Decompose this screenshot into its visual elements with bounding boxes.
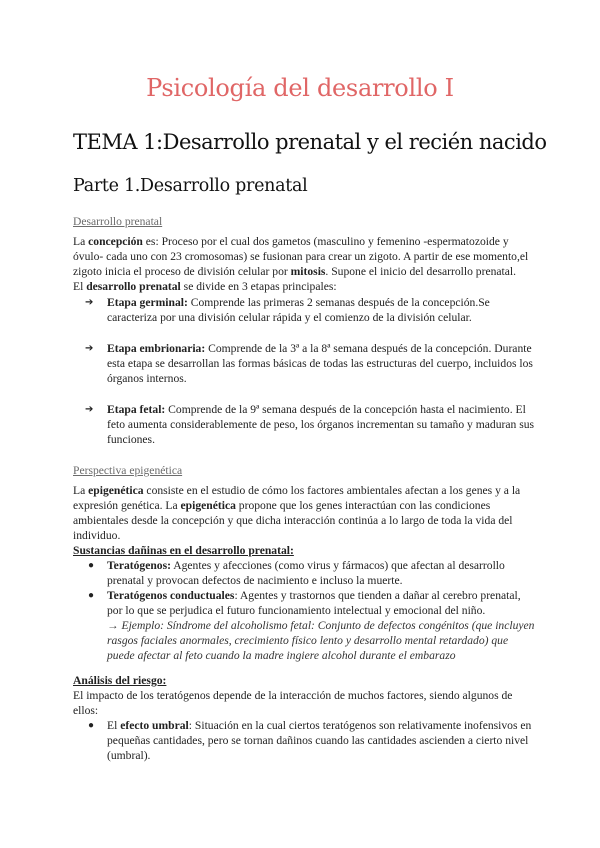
dot-bullet-icon: ● xyxy=(88,720,95,731)
tema-heading: TEMA 1:Desarrollo prenatal y el recién nacido xyxy=(73,130,547,154)
paragraph-epigenetica: La epigenética consiste en el estudio de cómo los factores ambientales afectan a los genes y a la expresión genética. La epigenética propone que los genes interactúan con las condiciones ambientales desde la concepción y que dicha interacción continúa a lo largo de toda la vida del individuo. xyxy=(73,484,521,542)
list-item: ➔ Etapa germinal: Comprende las primeras 2 semanas después de la concepción.Se caracteriza por una división celular rápida y el comienzo de la división celular. xyxy=(85,296,490,324)
list-item: ● El efecto umbral: Situación en la cual ciertos teratógenos son relativamente inofensivos en pequeñas cantidades, pero se tornan dañinos cuando las cantidades ascienden a cierto nivel (umbral). xyxy=(88,719,532,762)
dot-bullet-icon: ● xyxy=(88,560,95,571)
arrow-bullet-icon: ➔ xyxy=(85,404,94,415)
list-item: ➔ Etapa fetal: Comprende de la 9ª semana después de la concepción hasta el nacimiento. El feto aumenta considerablemente de peso, los órganos incrementan su tamaño y maduran sus funciones. xyxy=(85,403,535,446)
arrow-bullet-icon: ➔ xyxy=(85,297,94,308)
teratogenos-list xyxy=(73,558,535,663)
list-item: ● Teratógenos: Agentes y afecciones (como virus y fármacos) que afectan al desarrollo prenatal y provocan defectos de nacimiento e incluso la muerte. xyxy=(88,559,505,587)
subheading-analisis-riesgo: Análisis del riesgo: xyxy=(73,674,167,687)
document-body xyxy=(73,214,535,763)
paragraph-concepcion: La concepción es: Proceso por el cual dos gametos (masculino y femenino -espermatozoide y óvulo- cada uno con 23 cromosomas) se fusionan para crear un zigoto. A partir de ese momento,el zigoto inicia el proceso de división celular por mitosis. Supone el inicio del desarrollo prenatal. xyxy=(73,235,529,278)
riesgo-list xyxy=(73,718,535,763)
etapas-list xyxy=(73,295,535,447)
list-item: ● Teratógenos conductuales: Agentes y trastornos que tienden a dañar al cerebro prenatal, por lo que se perjudica el futuro funcionamiento intelectual y emocional del niño. → Ejemplo: Síndrome del alcoholismo fetal: Conjunto de defectos congénitos (que incluyen rasgos faciales anormales, crecimiento físico lento y desarrollo mental retardado) que puede afectar al feto cuando la madre ingiere alcohol durante el embarazo xyxy=(88,589,535,662)
paragraph-impacto: El impacto de los teratógenos depende de la interacción de muchos factores, siendo algunos de ellos: xyxy=(73,689,513,717)
parte-heading: Parte 1.Desarrollo prenatal xyxy=(73,176,308,196)
dot-bullet-icon: ● xyxy=(88,590,95,601)
subheading-sustancias: Sustancias dañinas en el desarrollo prenatal: xyxy=(73,544,294,557)
example-note: → Ejemplo: Síndrome del alcoholismo fetal: Conjunto de defectos congénitos (que incluyen rasgos faciales anormales, crecimiento físico lento y desarrollo mental retardado) que puede afectar al feto cuando la madre ingiere alcohol durante el embarazo xyxy=(107,619,535,662)
section-heading-epigenetica: Perspectiva epigenética xyxy=(73,464,183,477)
arrow-bullet-icon: ➔ xyxy=(85,343,94,354)
list-item: ➔ Etapa embrionaria: Comprende de la 3ª a la 8ª semana después de la concepción. Durante esta etapa se desarrollan las formas básicas de todas las estructuras del cuerpo, incluidos los órganos internos. xyxy=(85,342,533,385)
document-title: Psicología del desarrollo I xyxy=(146,74,454,102)
paragraph-etapas: El desarrollo prenatal se divide en 3 etapas principales: xyxy=(73,280,337,293)
section-heading-desarrollo-prenatal: Desarrollo prenatal xyxy=(73,215,163,228)
